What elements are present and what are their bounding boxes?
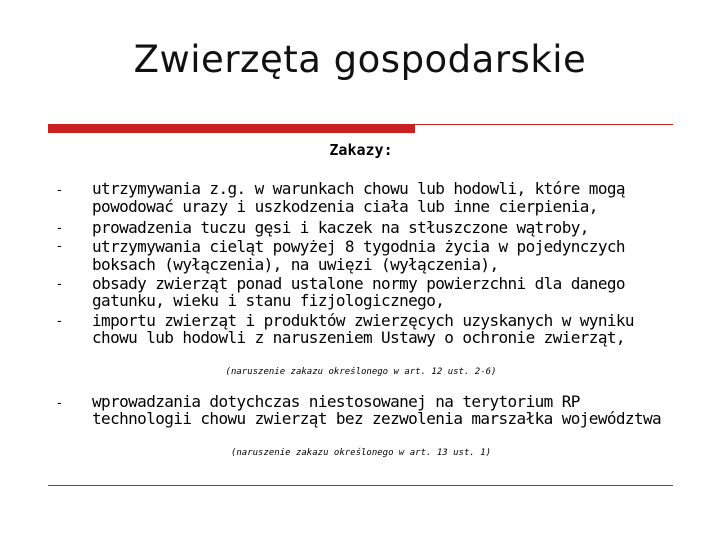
bullet-marker: - [57,314,62,329]
text-line: utrzymywania cieląt powyżej 8 tygodnia życia w pojedynczych [92,237,625,256]
bullet-marker: - [57,277,62,292]
text-line: utrzymywania z.g. w warunkach chowu lub hodowli, które mogą [92,179,625,198]
text-line: wprowadzania dotychczas niestosowanej na terytorium RP [92,392,580,411]
text-line: technologii chowu zwierząt bez zezwolenia marszałka województwa [92,409,662,428]
section-heading: Zakazy: [329,141,393,159]
text-line: chowu lub hodowli z naruszeniem Ustawy o ochronie zwierząt, [92,328,625,347]
text-line: gatunku, wieku i stanu fizjologicznego, [92,291,445,310]
text-line: prowadzenia tuczu gęsi i kaczek na stłuszczone wątroby, [92,218,589,237]
title-underline-bar [48,124,415,133]
bullet-marker: - [57,396,62,411]
bullet-marker: - [57,183,62,198]
legal-note: (naruszenie zakazu określonego w art. 13 ust. 1) [230,448,492,458]
text-line: obsady zwierząt ponad ustalone normy powierzchni dla danego [92,274,625,293]
text-line: powodować urazy i uszkodzenia ciała lub inne cierpienia, [92,197,598,216]
bullet-marker: - [57,239,62,254]
bottom-rule [48,485,673,486]
text-line: importu zwierząt i produktów zwierzęcych uzyskanych w wyniku [92,311,634,330]
legal-note: (naruszenie zakazu określonego w art. 12 ust. 2-6) [225,367,497,377]
slide-title: Zwierzęta gospodarskie [133,38,587,81]
text-line: boksach (wyłączenia), na uwięzi (wyłączenia), [92,255,499,274]
bullet-marker: - [57,221,62,236]
